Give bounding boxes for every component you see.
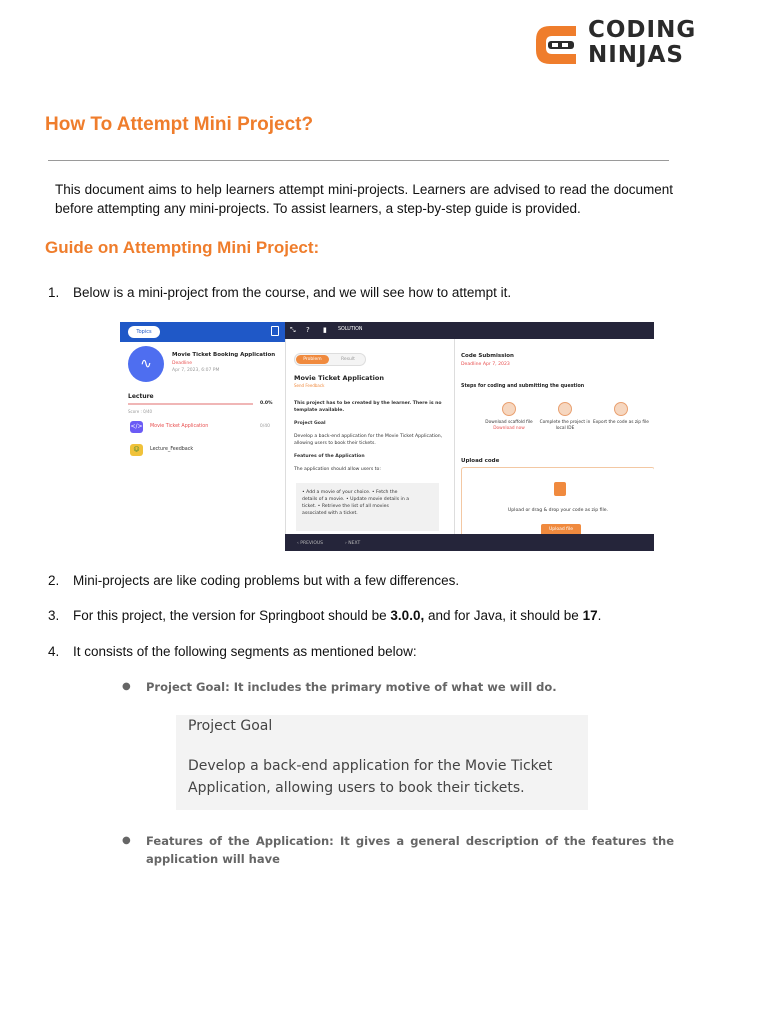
code-submission-heading: Code Submission (461, 353, 514, 359)
lecture-row[interactable] (130, 444, 278, 458)
lecture-heading: Lecture (128, 393, 154, 400)
bullet-features (122, 832, 674, 868)
step-text: Below is a mini-project from the course, and we will see how to attempt it. (73, 285, 512, 300)
mini-project-screenshot (120, 322, 654, 551)
step-text-end: . (597, 608, 602, 623)
goal-text: Develop a back-end application for the Movie Ticket Application, allowing users to book their tickets. (294, 434, 443, 446)
step-1 (48, 284, 688, 302)
logo-line2: NINJAS (588, 42, 684, 68)
problem-pane (285, 322, 454, 551)
upload-icon (554, 482, 566, 496)
upload-dropzone[interactable] (461, 467, 654, 537)
page-title: How To Attempt Mini Project? (45, 114, 314, 135)
lecture-row-label: Lecture_Feedback (150, 447, 194, 452)
step-2 (48, 572, 688, 590)
features-box (296, 483, 439, 531)
upload-code-heading: Upload code (461, 458, 500, 464)
problem-title: Movie Ticket Application (294, 374, 384, 382)
step-4 (48, 643, 688, 661)
project-goal-heading: Project Goal (188, 718, 273, 734)
step-label: Complete the project in local IDE (539, 420, 591, 431)
project-avatar-icon: ∿ (128, 346, 164, 382)
lecture-row-score: 0/40 (259, 424, 270, 429)
step-label: Export the code as zip file (593, 420, 649, 425)
step-download (481, 402, 537, 432)
step-number: 2. (48, 573, 60, 588)
copy-icon[interactable] (271, 326, 279, 336)
bookmark-icon[interactable]: ▮ (323, 326, 327, 334)
step-complete (537, 402, 593, 432)
toggle-problem[interactable]: Problem (296, 355, 329, 364)
problem-result-toggle[interactable] (294, 353, 366, 366)
upload-hint: Upload or drag & drop your code as zip file. (507, 508, 609, 513)
sidebar-topbar (120, 322, 285, 342)
bullet-text: Features of the Application: It gives a general description of the features the application will have (146, 834, 674, 866)
step-text: For this project, the version for Springboot should be (73, 608, 391, 623)
template-note: This project has to be created by the learner. There is no template available. (294, 401, 442, 413)
project-goal-image (176, 715, 588, 810)
lecture-row-label: Movie Ticket Application (150, 424, 209, 429)
download-icon (502, 402, 516, 416)
java-version: 17 (582, 608, 598, 623)
feedback-icon: ☺ (130, 444, 143, 456)
step-number: 3. (48, 608, 60, 623)
topics-button[interactable]: Topics (128, 326, 160, 338)
step-label: Download scaffold file (485, 420, 533, 425)
project-name: Movie Ticket Booking Application (172, 352, 276, 358)
step-text: Mini-projects are like coding problems but with a few differences. (73, 573, 460, 588)
springboot-version: 3.0.0, (390, 608, 425, 623)
upload-file-button[interactable]: Upload file (541, 524, 581, 536)
features-list: • Add a movie of your choice. • Fetch the details of a movie. • Update movie details in a ticket. • Retrieve the list of all movies associated with a ticket. (302, 490, 410, 516)
intro-paragraph: This document aims to help learners attempt mini-projects. Learners are advised to read the document before attempting any mini-projects. To assist learners, a step-by-step guide is provided. (55, 182, 673, 216)
bullet-dot-icon: ● (122, 681, 131, 692)
logo-line1: CODING (588, 17, 697, 43)
help-icon[interactable]: ? (306, 326, 310, 334)
code-submission-pane (454, 339, 654, 534)
code-icon: </> (130, 421, 143, 433)
step-number: 4. (48, 644, 60, 659)
ninja-logo-icon (532, 20, 582, 70)
deadline-date: Apr 7, 2023, 6:07 PM (172, 368, 220, 373)
send-feedback-link[interactable]: Send Feedback (294, 383, 325, 388)
problem-toolbar (285, 322, 654, 339)
guide-heading: Guide on Attempting Mini Project: (45, 238, 320, 257)
divider (48, 160, 669, 161)
project-goal-body: Develop a back-end application for the Movie Ticket Application, allowing users to book their tickets. (188, 758, 553, 796)
step-number: 1. (48, 285, 60, 300)
solution-button[interactable]: SOLUTION (338, 327, 363, 332)
zip-icon (614, 402, 628, 416)
next-button[interactable]: › NEXT (345, 541, 361, 546)
step-export (593, 402, 649, 426)
expand-icon[interactable]: ⤡ (290, 326, 296, 334)
features-intro: The application should allow users to: (294, 467, 381, 472)
step-3 (48, 607, 688, 625)
step-text-mid: and for Java, it should be (424, 608, 583, 623)
previous-button[interactable]: ‹ PREVIOUS (297, 541, 324, 546)
steps-heading: Steps for coding and submitting the question (461, 384, 585, 389)
deadline-label: Deadline (172, 361, 192, 366)
toggle-result[interactable]: Result (341, 357, 355, 362)
step-text: It consists of the following segments as mentioned below: (73, 644, 417, 659)
lecture-row[interactable] (130, 421, 278, 435)
course-sidebar (120, 322, 285, 551)
coding-ninjas-logo (532, 18, 708, 70)
laptop-icon (558, 402, 572, 416)
problem-nav-bar (285, 534, 654, 551)
bullet-text: Project Goal: It includes the primary motive of what we will do. (146, 680, 557, 694)
lecture-percent: 0.0% (260, 401, 273, 406)
download-now-link[interactable]: Download now (493, 426, 525, 431)
bullet-project-goal (122, 678, 674, 696)
next-label: NEXT (348, 541, 361, 546)
features-heading: Features of the Application (294, 454, 365, 459)
lecture-score: Score : 0/40 (128, 409, 153, 414)
goal-heading: Project Goal (294, 421, 326, 426)
lecture-progress-bar (128, 403, 253, 405)
previous-label: PREVIOUS (300, 541, 324, 546)
bullet-dot-icon: ● (122, 835, 131, 846)
submission-deadline: Deadline Apr 7, 2023 (461, 362, 510, 367)
